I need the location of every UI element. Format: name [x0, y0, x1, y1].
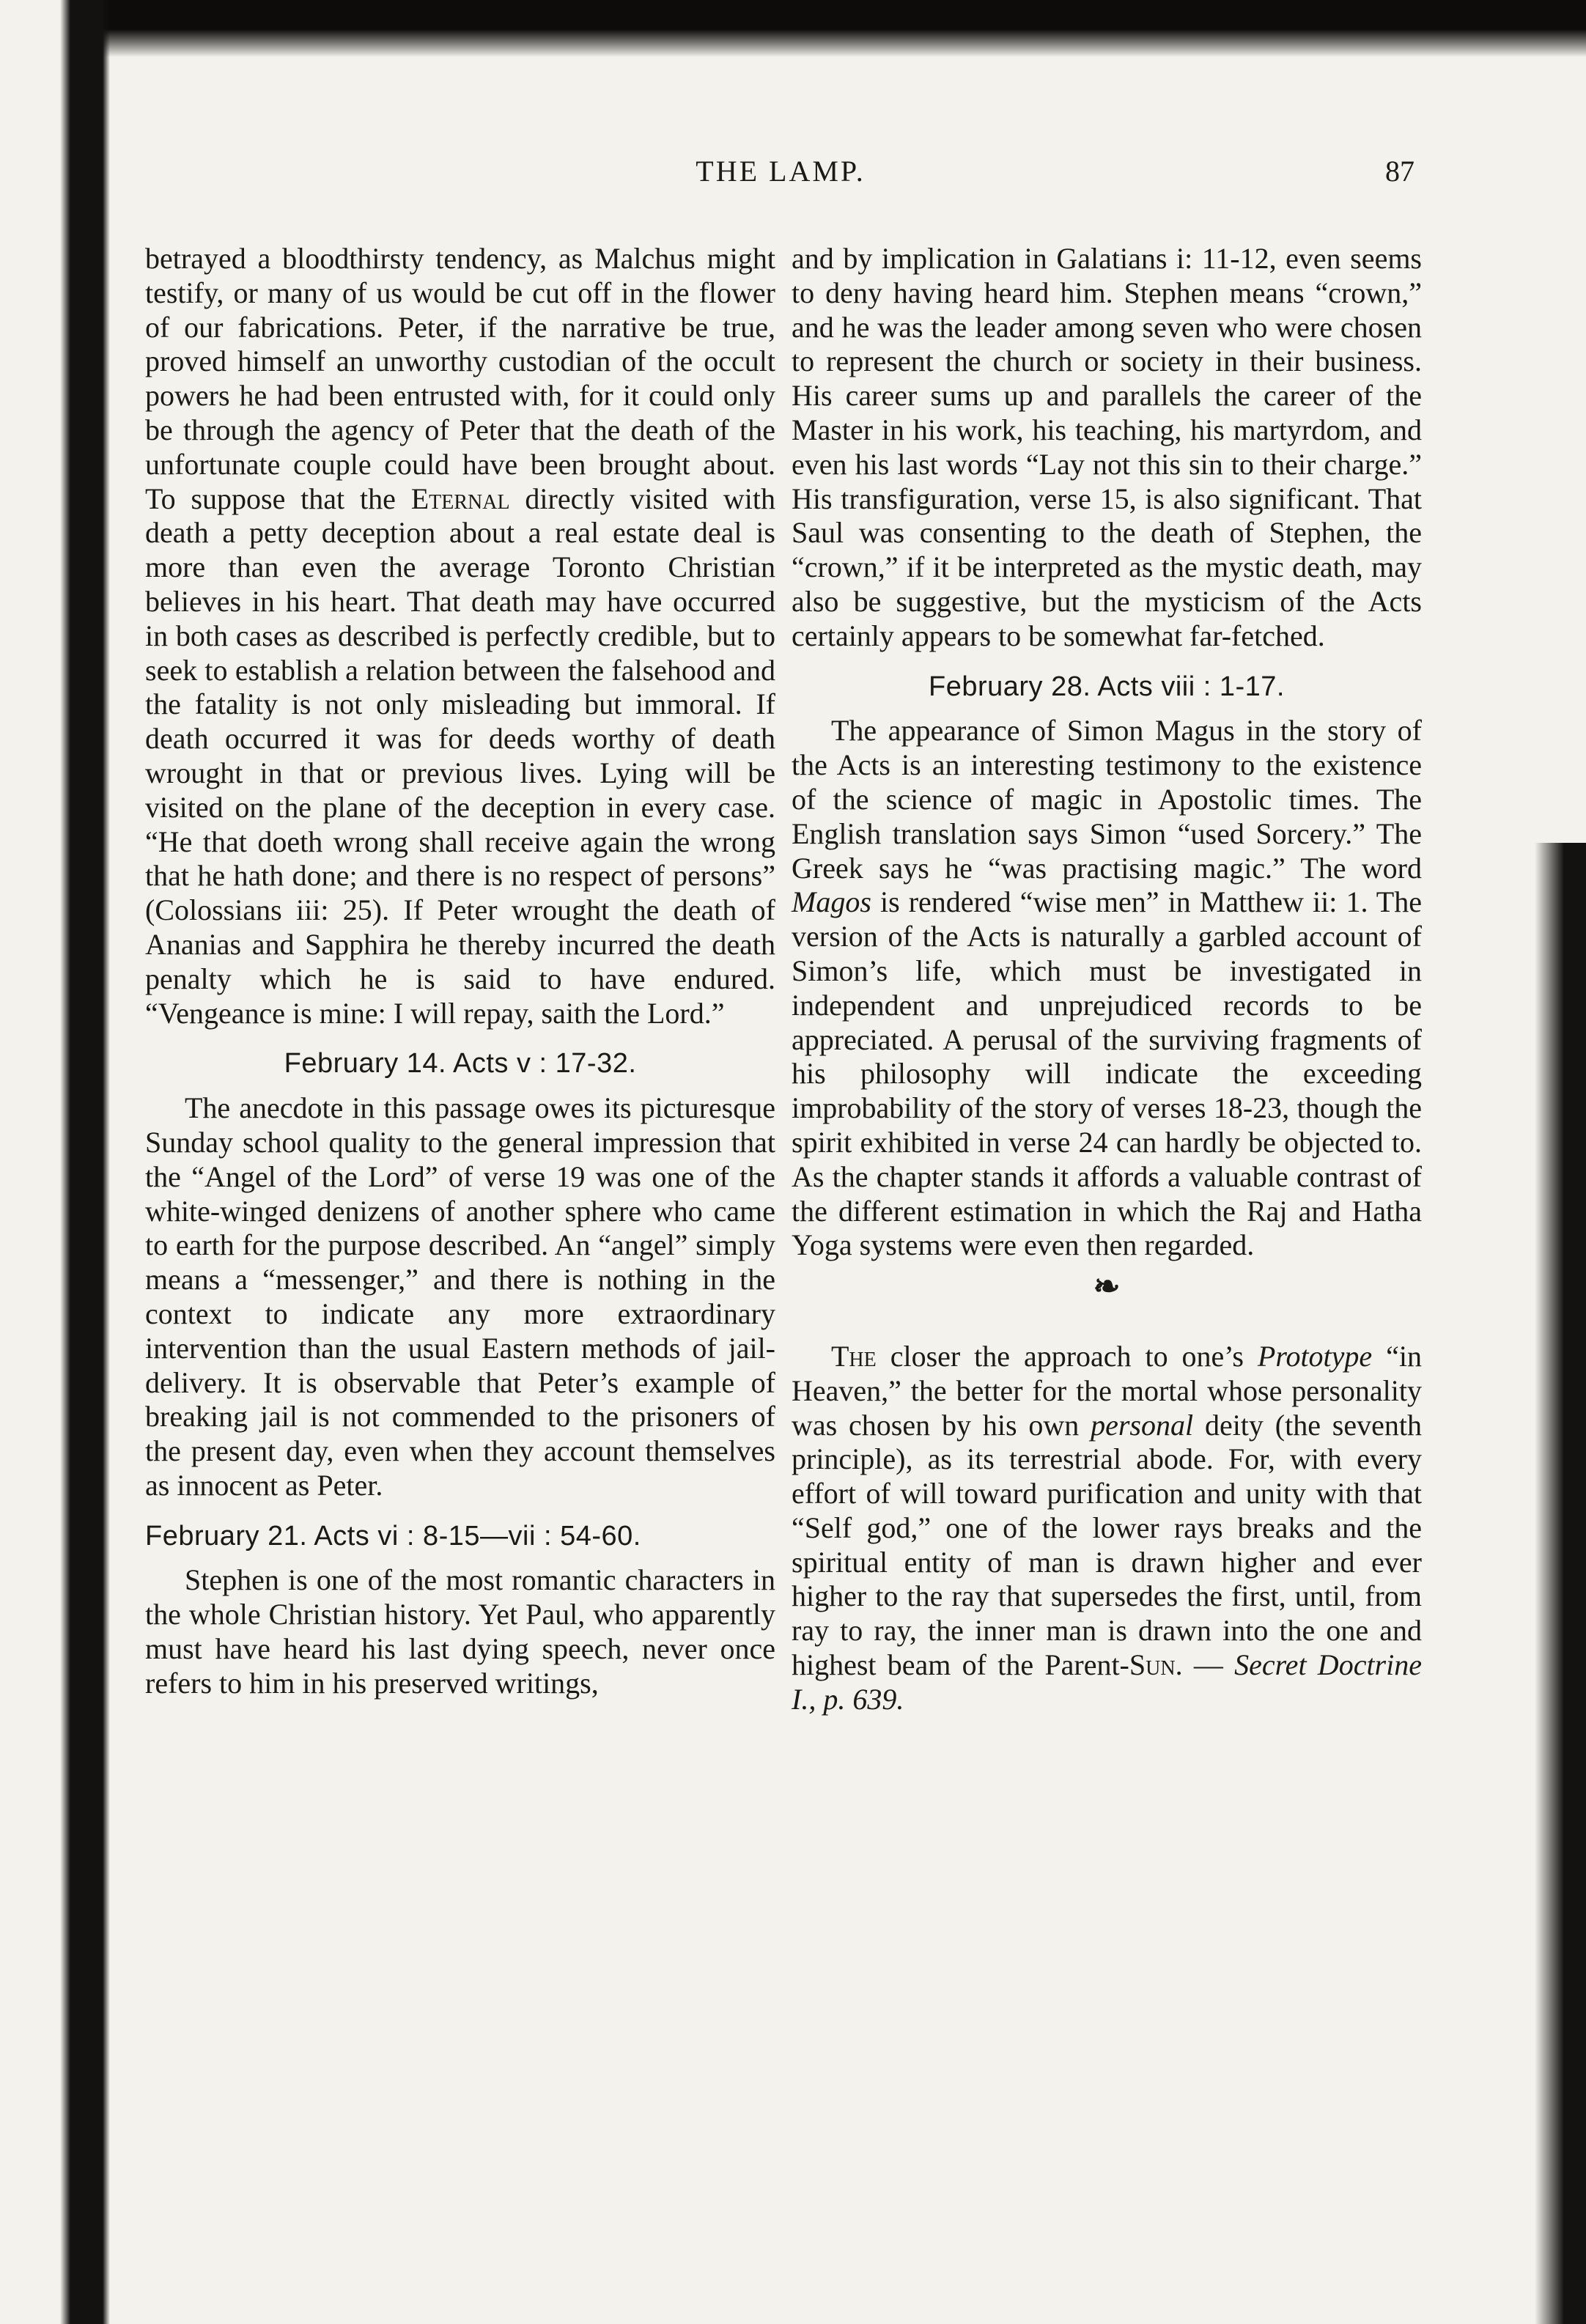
citation-secret-doctrine: Secret Doctrine I., p. 639.	[792, 1648, 1422, 1716]
running-title: THE LAMP.	[696, 155, 866, 188]
prototype-italic: Prototype	[1257, 1339, 1373, 1373]
left-column	[145, 242, 775, 1701]
scan-binding-edge	[0, 0, 110, 2324]
scan-top-edge	[0, 0, 1586, 57]
page-number: 87	[1385, 155, 1415, 188]
dateline-feb-21: February 21. Acts vi : 8-15—vii : 54-60.	[145, 1520, 641, 1552]
paragraph-stephen-continued: and by implication in Galatians i: 11-12, even seems to deny having heard him. Stephen means “crown,” and he was the leader among seven who were chosen to represent the church or society in their business. His career sums up and parallels the career of the Master in his work, his teaching, his martyrdom, and even his last words “Lay not this sin to their charge.” His transfiguration, verse 15, is also significant. That Saul was consenting to the death of Stephen, the “crown,” if it be interpreted as the mystic death, may also be suggestive, but the mysticism of the Acts certainly appears to be somewhat far-fetched.	[792, 242, 1422, 652]
section-ornament-icon: ❧	[1093, 1269, 1121, 1305]
personal-italic: personal	[1091, 1408, 1194, 1442]
eternal-smallcaps: Eternal	[410, 482, 510, 515]
paragraph-ananias-commentary: betrayed a bloodthirsty tendency, as Malchus might testify, or many of us would be cut off in the flower of our fabrications. Peter, if the narrative be true, proved himself an unworthy custodian of the occult powers he had been entrusted with, for it could only be through the agency of Peter that the death of the unfortunate couple could have been brought about. To suppose that the Eternal directly visited with death a petty deception about a real estate deal is more than even the average Toronto Christian believes in his heart. That death may have occurred in both cases as described is perfectly credible, but to seek to establish a relation between the falsehood and the fatality is not only misleading but immoral. If death occurred it was for deeds worthy of death wrought in that or previous lives. Lying will be visited on the plane of the deception in every case. “He that doeth wrong shall receive again the wrong that he hath done; and there is no respect of persons” (Colossians iii: 25). If Peter wrought the death of Ananias and Sapphira he thereby incurred the death penalty which he is said to have endured. “Vengeance is mine: I will repay, saith the Lord.”	[145, 242, 775, 1030]
sun-smallcaps: Sun	[1129, 1648, 1176, 1682]
paragraph-prototype-quote: The closer the approach to one’s Prototype “in Heaven,” the better for the mortal whose personality was chosen by his own personal deity (the seventh principle), as its terrestrial abode. For, with every effort of will toward purification and unity with that “Self god,” one of the lower rays breaks and the spiritual entity of man is drawn higher and ever higher to the ray that supersedes the first, until, from ray to ray, the inner man is drawn into the one and highest beam of the Parent-Sun. — Secret Doctrine I., p. 639.	[792, 1339, 1422, 1716]
paragraph-stephen-commentary: Stephen is one of the most romantic characters in the whole Christian history. Yet Paul, who apparently must have heard his last dying speech, never once refers to him in his preserved writings,	[145, 1563, 775, 1700]
magos-italic: Magos	[792, 885, 871, 919]
dateline-feb-14: February 14. Acts v : 17-32.	[284, 1048, 637, 1080]
dateline-feb-28: February 28. Acts viii : 1-17.	[929, 671, 1285, 702]
paragraph-simon-magus: The appearance of Simon Magus in the story of the Acts is an interesting testimony to the existence of the science of magic in Apostolic times. The English translation says Simon “used Sorcery.” The Greek says he “was practising magic.” The word Magos is rendered “wise men” in Matthew ii: 1. The version of the Acts is naturally a garbled account of Simon’s life, which must be investigated in independent and unprejudiced records to be appreciated. A perusal of the surviving fragments of his philosophy will indicate the exceeding improbability of the story of verses 18-23, though the spirit exhibited in verse 24 can hardly be objected to. As the chapter stands it affords a valuable contrast of the different estimation in which the Raj and Hatha Yoga systems were even then regarded.	[792, 714, 1422, 1262]
page-header	[147, 154, 1415, 198]
right-column	[792, 242, 1422, 1717]
scan-right-edge	[1535, 843, 1586, 2324]
paragraph-angel-commentary: The anecdote in this passage owes its picturesque Sunday school quality to the general impression that the “Angel of the Lord” of verse 19 was one of the white-winged denizens of another sphere who came to earth for the purpose described. An “angel” simply means a “messenger,” and there is nothing in the context to indicate any more extraordinary intervention than the usual Eastern methods of jail-delivery. It is observable that Peter’s example of breaking jail is not commended to the prisoners of the present day, even when they account themselves as innocent as Peter.	[145, 1091, 775, 1502]
